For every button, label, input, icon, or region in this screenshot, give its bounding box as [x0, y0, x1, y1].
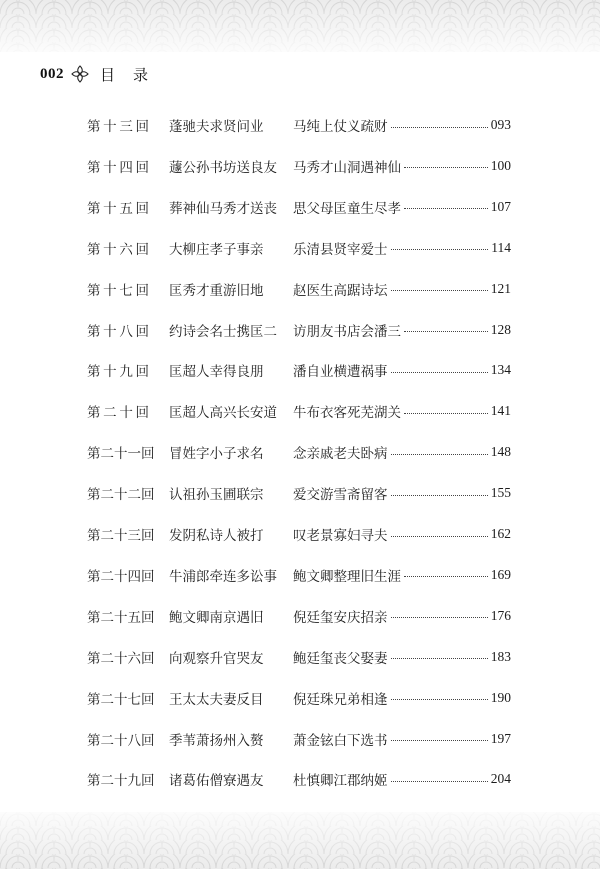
page-ref: 093: [490, 117, 511, 132]
chapter-label: 第 二 十 四 回: [87, 568, 155, 585]
page-ref: 176: [490, 607, 511, 623]
dot-leader: [391, 617, 488, 618]
chapter-title-second: 叹老景寡妇寻夫: [293, 528, 388, 544]
chapter-label: 第 二 十 二 回: [87, 487, 155, 504]
chapter-label: 第 二 十 三 回: [87, 528, 155, 544]
dot-leader: [391, 372, 488, 373]
ornament-icon: [70, 64, 90, 84]
dot-leader: [404, 576, 488, 577]
toc-entry[interactable]: [87, 685, 511, 711]
wave-pattern-bottom: [0, 812, 600, 869]
chapter-title-second: 倪廷珠兄弟相逢: [293, 691, 388, 708]
toc-entry[interactable]: [87, 644, 511, 670]
chapter-title-first: 蓬驰夫求贤问业: [169, 119, 264, 135]
chapter-title-second: 萧金铉白下选书: [293, 732, 388, 749]
toc-entry[interactable]: [87, 153, 511, 179]
page-ref: 183: [490, 648, 511, 664]
dot-leader: [391, 658, 488, 659]
dot-leader: [404, 331, 488, 332]
chapter-title-first: 牛浦郎牵连多讼事: [169, 568, 277, 585]
chapter-label: 第 十 九 回: [87, 364, 149, 381]
chapter-label: 第 十 七 回: [87, 282, 149, 299]
page-ref: 128: [490, 321, 511, 337]
chapter-title-first: 冒姓字小子求名: [169, 446, 264, 463]
dot-leader: [391, 127, 488, 128]
page-ref: 190: [490, 689, 511, 705]
dot-leader: [404, 208, 488, 209]
toc-entry[interactable]: [87, 439, 511, 465]
dot-leader: [391, 740, 488, 741]
chapter-title-first: 季苇萧扬州入赘: [169, 732, 264, 749]
toc-entry[interactable]: [87, 726, 511, 752]
page-header: [40, 63, 166, 85]
chapter-label: 第 十 六 回: [87, 241, 149, 258]
chapter-title-second: 倪廷玺安庆招亲: [293, 609, 388, 626]
page-ref: 114: [491, 239, 511, 255]
chapter-title-first: 约诗会名士携匡二: [169, 323, 277, 340]
dot-leader: [391, 699, 488, 700]
dot-leader: [391, 454, 488, 455]
dot-leader: [404, 167, 488, 168]
chapter-label: 第 二 十 七 回: [87, 691, 155, 708]
chapter-title-second: 鲍廷玺丧父娶妻: [293, 650, 388, 667]
page-ref: 155: [490, 485, 511, 501]
dot-leader: [391, 495, 488, 496]
chapter-label: 第 二 十 一 回: [87, 446, 155, 463]
chapter-title-first: 发阴私诗人被打: [169, 528, 264, 544]
page-ref: 107: [490, 198, 511, 214]
toc-entry[interactable]: [87, 521, 511, 547]
toc-entry[interactable]: [87, 194, 511, 220]
page-ref: 197: [490, 730, 511, 746]
chapter-title-first: 匡秀才重游旧地: [169, 282, 264, 299]
chapter-title-first: 诸葛佑僧寮遇友: [169, 773, 264, 790]
toc-entry[interactable]: [87, 562, 511, 588]
chapter-title-second: 马纯上仗义疏财: [293, 119, 388, 135]
chapter-title-second: 马秀才山洞遇神仙: [293, 159, 401, 176]
chapter-title-first: 鲍文卿南京遇旧: [169, 609, 264, 626]
chapter-title-second: 爱交游雪斋留客: [293, 487, 388, 504]
chapter-label: 第 十 三 回: [87, 119, 149, 135]
chapter-title-second: 赵医生高踞诗坛: [293, 282, 388, 299]
chapter-title-first: 王太太夫妻反目: [169, 691, 264, 708]
page-ref: 162: [490, 526, 511, 541]
page-ref: 204: [490, 771, 511, 787]
chapter-label: 第 二 十 六 回: [87, 650, 155, 667]
chapter-title-first: 认祖孙玉圃联宗: [169, 487, 264, 504]
chapter-label: 第 十 五 回: [87, 200, 149, 217]
page-ref: 134: [490, 362, 511, 378]
page-ref: 121: [490, 280, 511, 296]
chapter-title-first: 向观察升官哭友: [169, 650, 264, 667]
chapter-title-second: 访朋友书店会潘三: [293, 323, 401, 340]
chapter-title-first: 葬神仙马秀才送丧: [169, 200, 277, 217]
chapter-label: 第 二 十 五 回: [87, 609, 155, 626]
toc-entry[interactable]: [87, 276, 511, 302]
chapter-label: 第 二 十 八 回: [87, 732, 155, 749]
toc-entry[interactable]: [87, 235, 511, 261]
chapter-title-second: 鲍文卿整理旧生涯: [293, 568, 401, 585]
chapter-label: 第 二 十 九 回: [87, 773, 155, 790]
chapter-title-first: 匡超人幸得良朋: [169, 364, 264, 381]
dot-leader: [404, 413, 488, 414]
chapter-title-first: 匡超人高兴长安道: [169, 405, 277, 422]
page-ref: 141: [490, 403, 511, 419]
chapter-title-second: 思父母匡童生尽孝: [293, 200, 401, 217]
bottom-wave-band: [0, 812, 600, 869]
chapter-title-first: 大柳庄孝子事亲: [169, 241, 264, 258]
chapter-label: 第 十 八 回: [87, 323, 149, 340]
chapter-title-second: 杜慎卿江郡纳姬: [293, 773, 388, 790]
toc-entry[interactable]: [87, 480, 511, 506]
dot-leader: [391, 781, 488, 782]
chapter-title-first: 蘧公孙书坊送良友: [169, 159, 277, 176]
dot-leader: [391, 536, 488, 537]
chapter-title-second: 潘自业横遭祸事: [293, 364, 388, 381]
toc-entry[interactable]: [87, 398, 511, 424]
page-number: 002: [40, 65, 64, 82]
chapter-label: 第 二 十 回: [87, 405, 149, 422]
page-ref: 100: [490, 157, 511, 173]
toc-entry[interactable]: [87, 317, 511, 343]
chapter-title-second: 牛布衣客死芜湖关: [293, 405, 401, 422]
dot-leader: [391, 249, 489, 250]
chapter-title-second: 念亲戚老夫卧病: [293, 446, 388, 463]
toc-entry[interactable]: [87, 766, 511, 792]
wave-pattern-top: [0, 0, 600, 52]
page-title: 目录: [100, 65, 167, 84]
chapter-label: 第 十 四 回: [87, 159, 149, 176]
page-ref: 169: [490, 566, 511, 582]
toc-entry[interactable]: [87, 357, 511, 383]
page-ref: 148: [490, 444, 511, 460]
top-wave-band: [0, 0, 600, 52]
toc-entry[interactable]: [87, 603, 511, 629]
toc-entry[interactable]: [87, 112, 511, 138]
chapter-title-second: 乐清县贤宰爱士: [293, 241, 388, 258]
dot-leader: [391, 290, 488, 291]
